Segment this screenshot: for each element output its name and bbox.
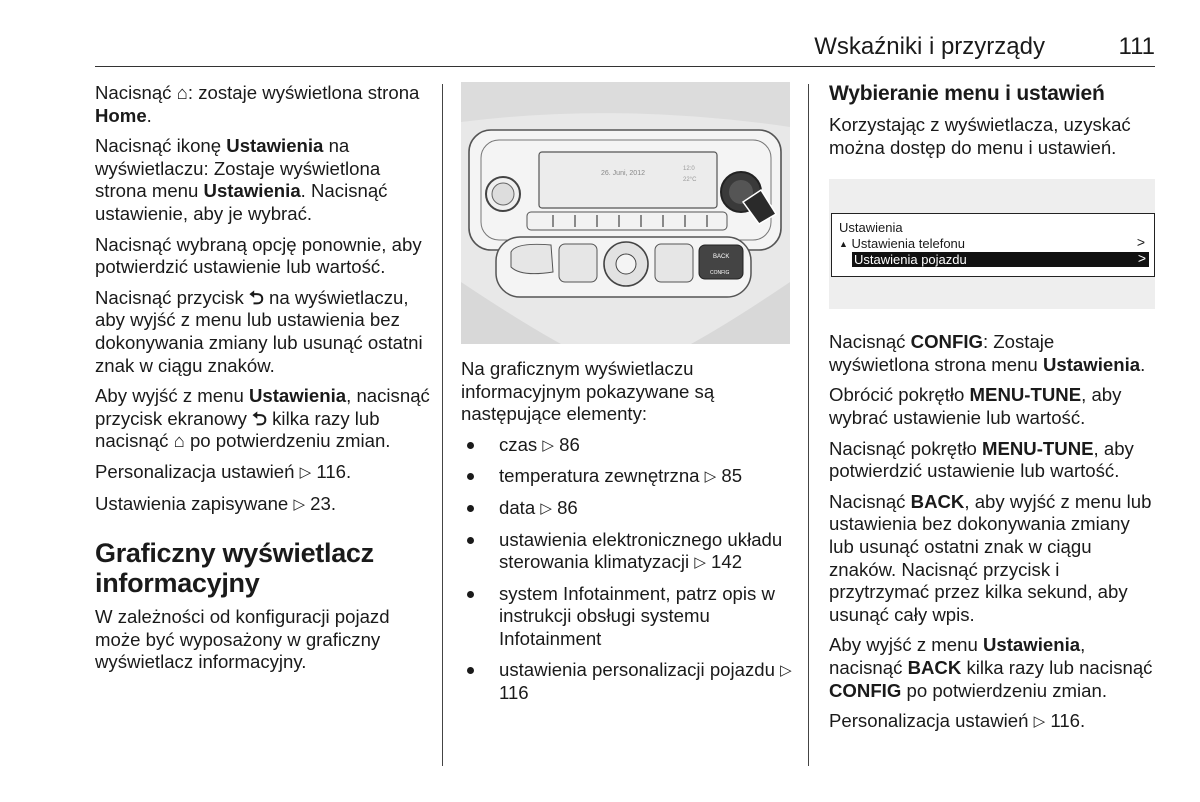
paragraph: Nacisnąć CONFIG: Zostaje wyświetlona strona menu Ustawienia. xyxy=(829,331,1146,375)
back-button-label: BACK xyxy=(713,254,730,260)
reference-arrow-icon: ▷ xyxy=(542,436,554,454)
reference-arrow-icon: ▷ xyxy=(293,495,305,513)
reference-arrow-icon: ▷ xyxy=(780,661,792,679)
paragraph: Na graficznym wyświetlaczu informacyjnym pokazywane są następujące elementy: xyxy=(461,358,715,425)
paragraph: Aby wyjść z menu Ustawienia, nacisnąć przycisk ekranowy ⮌ kilka razy lub nacisnąć ⌂ po potwierdzeniu zmian. xyxy=(95,385,430,452)
paragraph: Nacisnąć przycisk ⮌ na wyświetlaczu, aby wyjść z menu lub ustawienia bez dokonywania zmiany lub usunąć ostatni znak w ciągu znaków. xyxy=(95,286,423,376)
reference-arrow-icon: ▷ xyxy=(299,463,312,481)
back-arrow-icon: ⮌ xyxy=(252,407,267,429)
page-number: 111 xyxy=(1118,33,1155,60)
up-triangle-icon: ▲ xyxy=(839,239,848,250)
screen-temp: 22°C xyxy=(683,177,697,183)
column-divider xyxy=(442,84,443,766)
chevron-right-icon: > xyxy=(1137,250,1146,267)
radio-panel-illustration xyxy=(461,82,790,344)
section-title: Wskaźniki i przyrządy xyxy=(814,33,1045,60)
column-divider xyxy=(808,84,809,766)
back-arrow-icon: ⮌ xyxy=(248,286,264,308)
column-left xyxy=(95,82,430,682)
paragraph: Personalizacja ustawień ▷ 116. xyxy=(829,710,1159,734)
menu-title: Ustawienia xyxy=(839,220,903,236)
config-button-label: CONFIG xyxy=(710,270,730,276)
reference-arrow-icon: ▷ xyxy=(704,468,717,486)
list-item: ustawienia personalizacji pojazdu ▷ 116 xyxy=(461,659,796,705)
paragraph: Personalizacja ustawień ▷ 116. xyxy=(95,461,430,485)
paragraph: Aby wyjść z menu Ustawienia, nacisnąć BACK kilka razy lub nacisnąć CONFIG po potwierdzeniu zmian. xyxy=(829,634,1153,701)
screen-date: 26. Juni, 2012 xyxy=(601,170,645,177)
list-item: ustawienia elektronicznego układu sterowania klimatyzacji ▷ 142 xyxy=(461,529,796,575)
menu-box xyxy=(831,213,1155,277)
paragraph: W zależności od konfiguracji pojazd może być wyposażony w graficzny wyświetlacz informacyjny. xyxy=(95,606,390,673)
subsection-heading: Wybieranie menu i ustawień xyxy=(829,82,1105,105)
screen-time: 12:0 xyxy=(683,166,695,172)
reference-arrow-icon: ▷ xyxy=(540,499,552,517)
page-header xyxy=(95,30,1155,67)
menu-item: ▲ Ustawienia telefonu > xyxy=(839,234,1145,252)
home-icon: ⌂ xyxy=(173,430,185,452)
paragraph: Obrócić pokrętło MENU-TUNE, aby wybrać ustawienie lub wartość. xyxy=(829,384,1122,428)
column-middle xyxy=(461,82,796,713)
paragraph: Nacisnąć ⌂: zostaje wyświetlona strona Home. xyxy=(95,82,420,126)
reference-arrow-icon: ▷ xyxy=(1033,713,1046,731)
list-item: system Infotainment, patrz opis w instrukcji obsługi systemu Infotainment xyxy=(461,583,796,651)
section-heading: Graficzny wyświetlacz informacyjny xyxy=(95,538,374,599)
list-item: temperatura zewnętrzna ▷ 85 xyxy=(461,465,796,489)
paragraph: Nacisnąć wybraną opcję ponownie, aby potwierdzić ustawienie lub wartość. xyxy=(95,233,422,278)
column-right xyxy=(829,82,1159,742)
chevron-right-icon: > xyxy=(1136,234,1145,251)
home-icon: ⌂ xyxy=(176,82,188,103)
paragraph: Nacisnąć ikonę Ustawienia na wyświetlaczu: Zostaje wyświetlona strona menu Ustawienia. Nacisnąć ustawienie, aby je wybrać. xyxy=(95,135,388,224)
menu-screen-illustration xyxy=(829,179,1155,309)
reference-arrow-icon: ▷ xyxy=(694,554,706,572)
paragraph: Ustawienia zapisywane ▷ 23. xyxy=(95,493,430,517)
paragraph: Korzystając z wyświetlacza, uzyskać można dostęp do menu i ustawień. xyxy=(829,114,1131,158)
list-item: data ▷ 86 xyxy=(461,497,796,521)
menu-item-selected: Ustawienia pojazdu > xyxy=(852,252,1149,267)
element-list xyxy=(461,434,796,705)
list-item: czas ▷ 86 xyxy=(461,434,796,458)
paragraph: Nacisnąć BACK, aby wyjść z menu lub ustawienia bez dokonywania zmiany lub usunąć ostatni znak w ciągu znaków. Nacisnąć przycisk i przytrzymać przez kilka sekund, aby usunąć cały wpis. xyxy=(829,490,1152,625)
paragraph: Nacisnąć pokrętło MENU-TUNE, aby potwierdzić ustawienie lub wartość. xyxy=(829,437,1134,482)
